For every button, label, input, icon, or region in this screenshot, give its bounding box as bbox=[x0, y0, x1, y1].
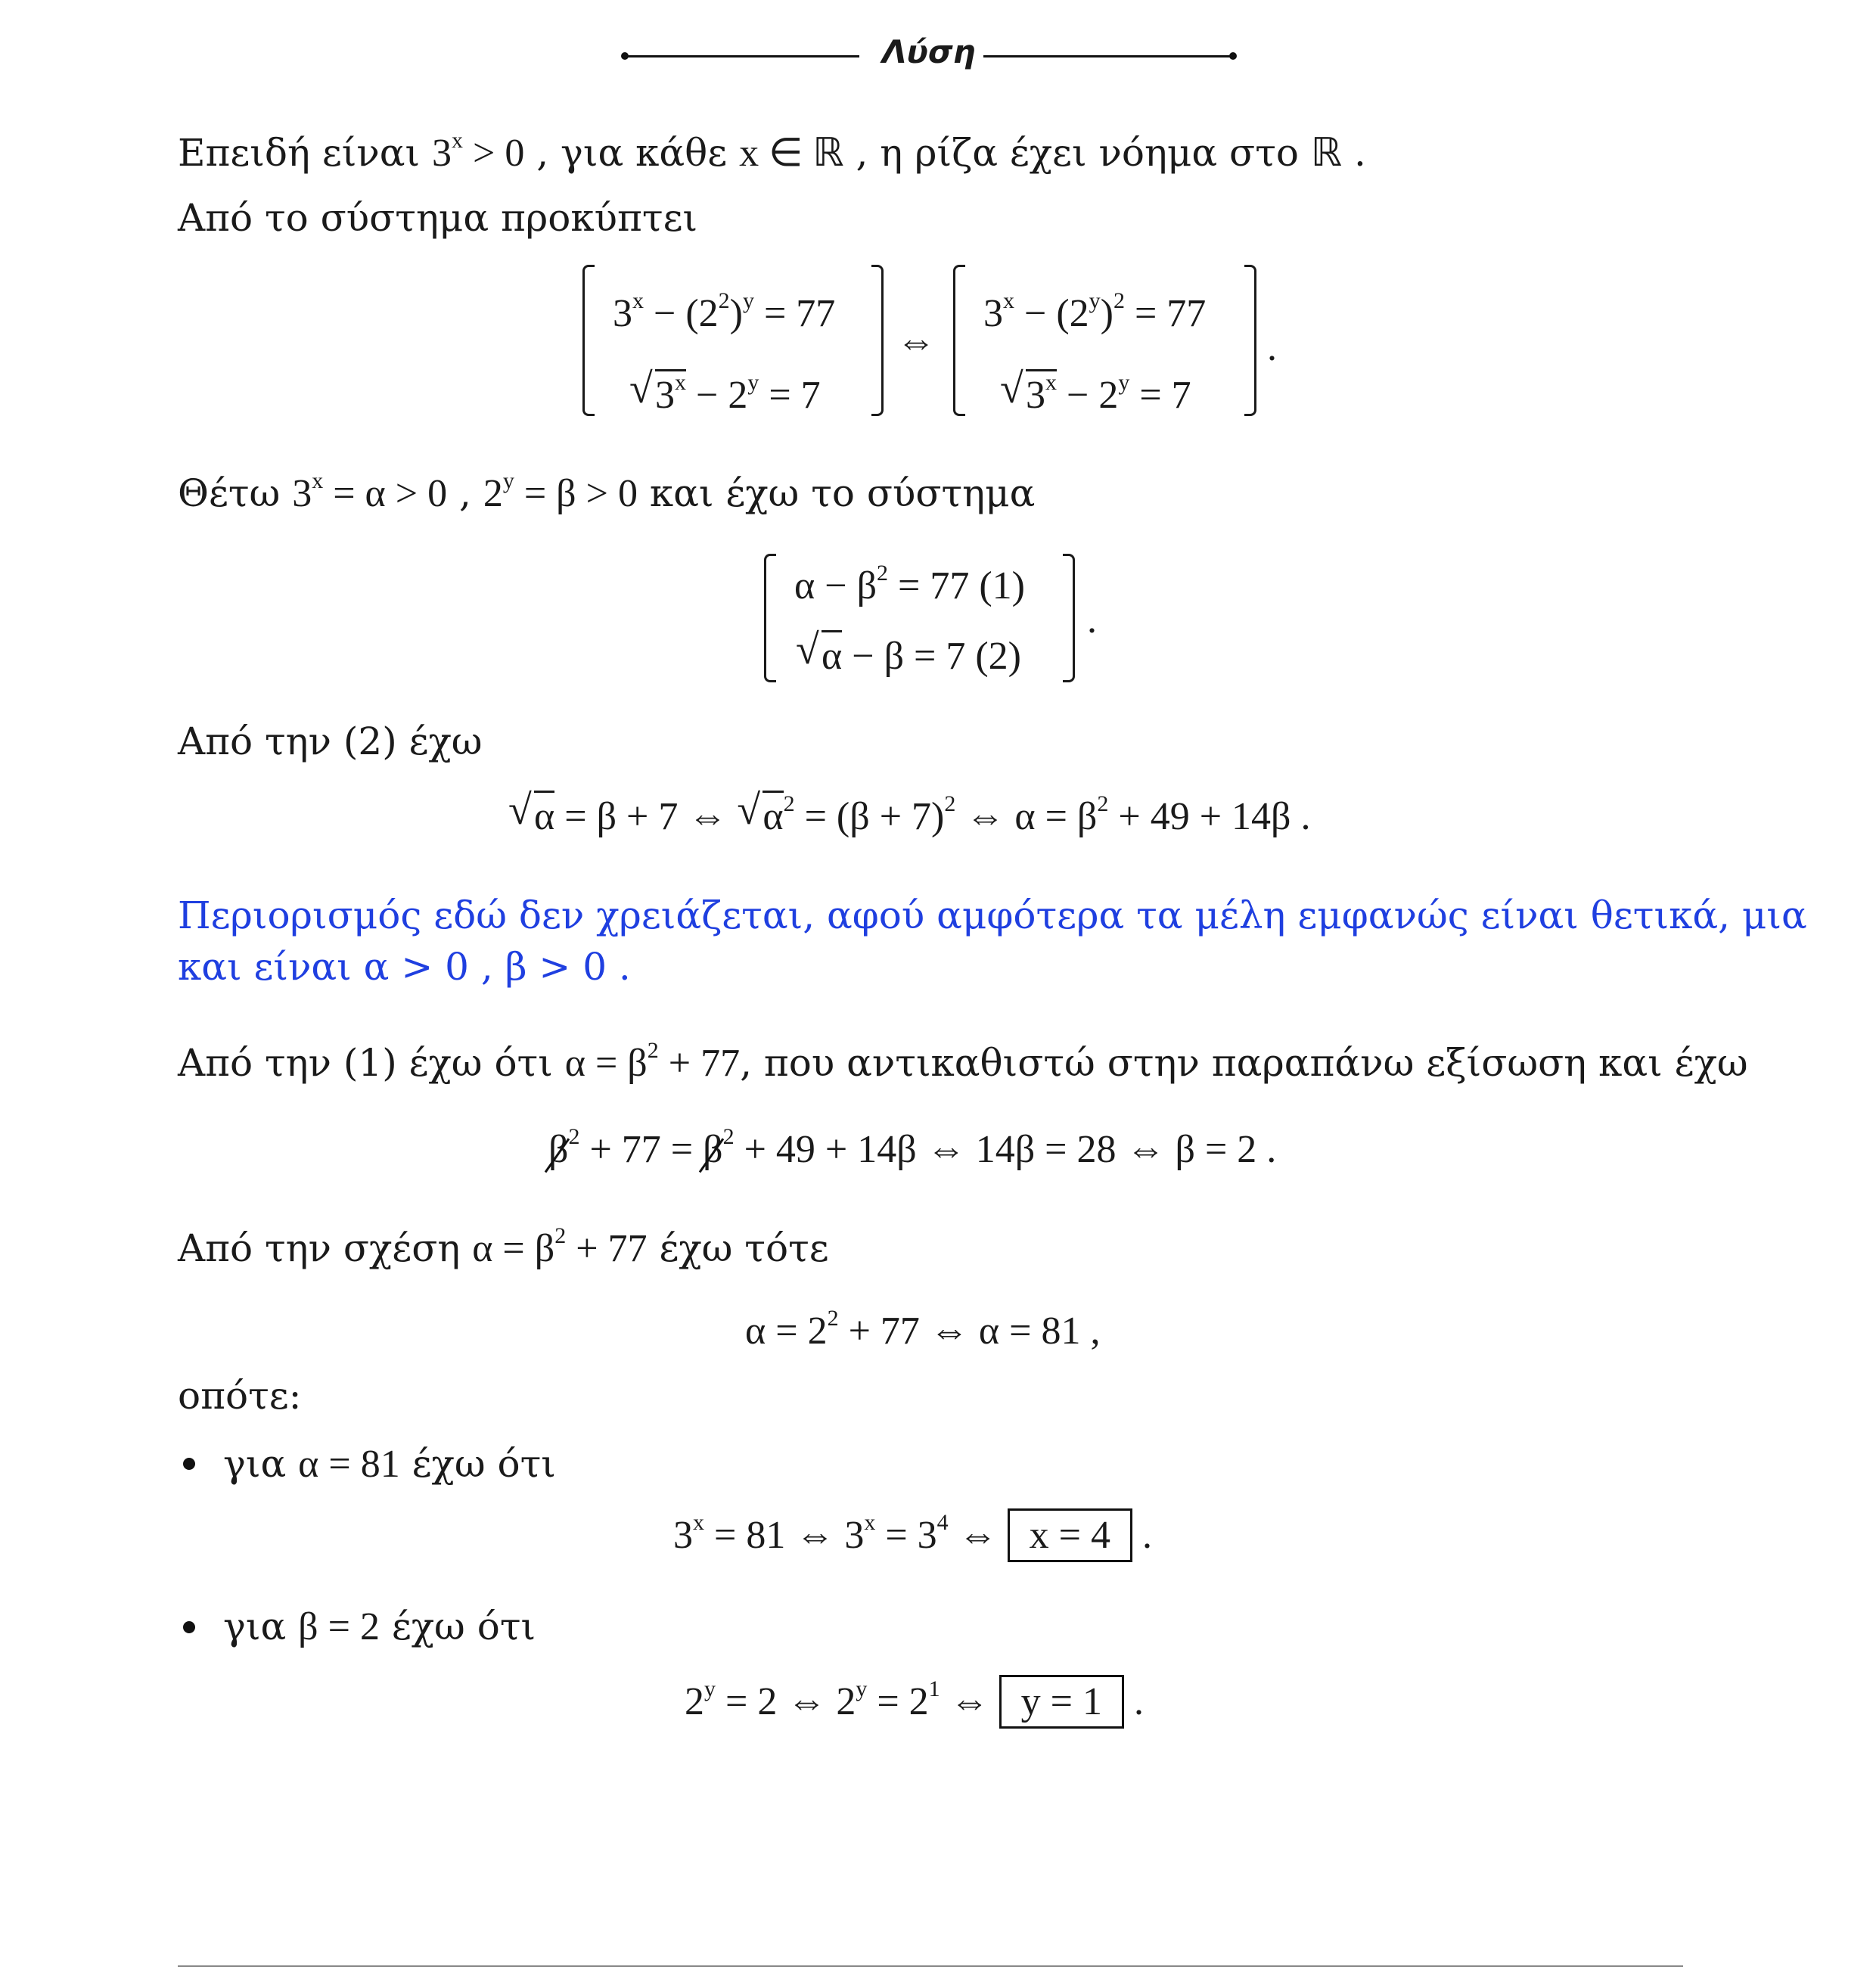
system-1-eq-3: $3^x - (2^y)^2 = 77$ bbox=[983, 287, 1207, 335]
system-2-right-bracket bbox=[1063, 554, 1075, 682]
header-left-rule bbox=[625, 55, 859, 57]
footer-rule bbox=[178, 1965, 1683, 1967]
paragraph-2: Από το σύστημα προκύπτει bbox=[178, 196, 698, 240]
equation-2: $\beta^2 + 77 = \beta^2 + 49 + 14\beta$ ⇔ 14β = 28 ⇔ β = 2 . bbox=[548, 1123, 1277, 1171]
paragraph-1: Επειδή είναι $3^x > 0$ , για κάθε x ∈ ℝ , η ρίζα έχει νόημα στο ℝ . bbox=[178, 127, 1366, 175]
answer-y-box: y = 1 bbox=[999, 1675, 1124, 1729]
equation-4: $3^x = 81$ ⇔ $3^x = 3^4$ ⇔ x = 4 . bbox=[673, 1513, 1152, 1558]
equation-1: √ α = β + 7 ⇔ √ $\alpha^2 = (\beta + 7)^2$ ⇔ $\alpha = \beta^2 + 49 + 14\beta$ . bbox=[508, 791, 1311, 840]
bullet-2-text: για β = 2 έχω ότι bbox=[223, 1605, 536, 1648]
paragraph-5: Από την (1) έχω ότι $\alpha = \beta^2 + 77$, που αντικαθιστώ στην παραπάνω εξίσωση και έχω bbox=[178, 1037, 1748, 1085]
paragraph-4: Από την (2) έχω bbox=[178, 719, 483, 763]
system-2-period: . bbox=[1087, 598, 1097, 642]
bullet-1-text: για α = 81 έχω ότι bbox=[223, 1442, 556, 1486]
system-1-left-bracket-a bbox=[582, 265, 595, 416]
iff-symbol: ⇔ bbox=[896, 320, 936, 363]
cancelled-term-2: $\beta^2$ bbox=[703, 1123, 735, 1171]
system-1-eq-4: √ $3^x - 2^y = 7$ bbox=[1000, 369, 1191, 418]
bullet-2-marker bbox=[183, 1621, 195, 1633]
system-1-eq-2: √ $3^x - 2^y = 7$ bbox=[629, 369, 821, 418]
header-right-rule bbox=[983, 55, 1233, 57]
system-1-right-bracket-b bbox=[1244, 265, 1256, 416]
system-1-left-bracket-b bbox=[953, 265, 965, 416]
system-1-period: . bbox=[1267, 326, 1277, 369]
system-1-right-bracket-a bbox=[871, 265, 884, 416]
system-2-eq-2: √ α − β = 7 (2) bbox=[796, 630, 1021, 679]
paragraph-7: οπότε: bbox=[178, 1374, 302, 1418]
note-line-1: Περιορισμός εδώ δεν χρειάζεται, αφού αμφότερα τα μέλη εμφανώς είναι θετικά, μια bbox=[178, 893, 1807, 937]
header-right-dot bbox=[1229, 52, 1237, 60]
system-1-eq-1: $3^x - (2^2)^y = 77$ bbox=[613, 287, 836, 335]
paragraph-3: Θέτω $3^x = \alpha > 0$ , $2^y = \beta > 0$ και έχω το σύστημα bbox=[178, 468, 1036, 515]
equation-3: $\alpha = 2^2 + 77$ ⇔ α = 81 , bbox=[745, 1305, 1101, 1353]
answer-x-box: x = 4 bbox=[1008, 1508, 1132, 1562]
cancelled-term-1: $\beta^2$ bbox=[548, 1123, 580, 1171]
system-2-left-bracket bbox=[764, 554, 776, 682]
bullet-1-marker bbox=[183, 1458, 195, 1470]
solution-title: Λύση bbox=[882, 33, 976, 70]
equation-5: $2^y = 2$ ⇔ $2^y = 2^1$ ⇔ y = 1 . bbox=[685, 1679, 1144, 1725]
paragraph-6: Από την σχέση $\alpha = \beta^2 + 77$ έχω τότε bbox=[178, 1223, 829, 1270]
note-line-2: και είναι α > 0 , β > 0 . bbox=[178, 945, 631, 989]
system-2-eq-1: $\alpha - \beta^2 = 77$ (1) bbox=[794, 560, 1025, 607]
